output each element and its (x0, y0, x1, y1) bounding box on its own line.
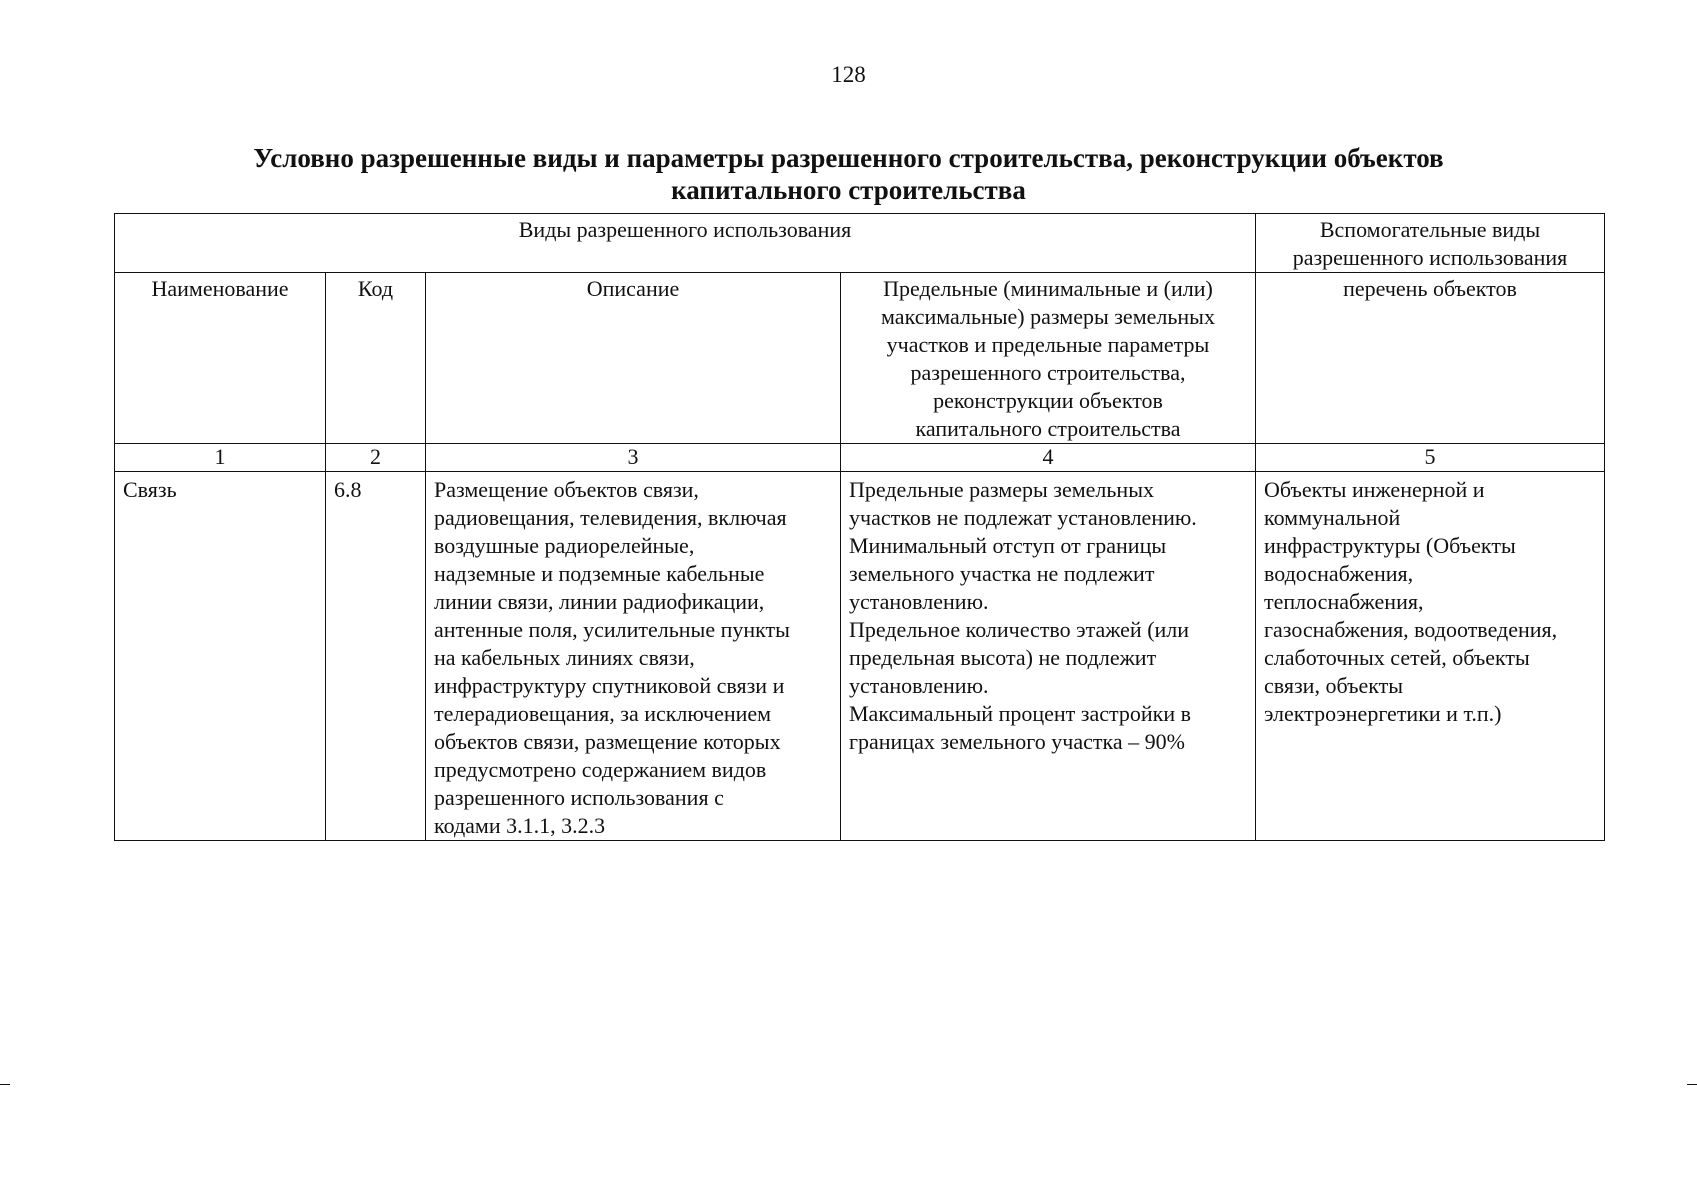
column-number-5: 5 (1256, 444, 1605, 472)
column-number-2: 2 (326, 444, 426, 472)
right-edge-mark (1687, 1084, 1697, 1085)
group-header-auxiliary-uses: Вспомогательные виды разрешенного использования (1256, 214, 1605, 273)
column-number-4: 4 (841, 444, 1256, 472)
header-parameters: Предельные (минимальные и (или) максимальные) размеры земельных участков и предельные параметры разрешенного строительства, реконструкции объектов капитального строительства (841, 273, 1256, 444)
permitted-uses-table (114, 213, 1605, 841)
cell-parameters: Предельные размеры земельных участков не подлежат установлению. Минимальный отступ от границы земельного участка не подлежит установлению. Предельное количество этажей (или предельная высота) не подлежит установлению. Максимальный процент застройки в границах земельного участка – 90% (841, 472, 1256, 841)
column-number-1: 1 (115, 444, 326, 472)
left-edge-mark (0, 1084, 10, 1085)
header-objects-list: перечень объектов (1256, 273, 1605, 444)
document-title (0, 142, 1697, 206)
cell-description: Размещение объектов связи, радиовещания, телевидения, включая воздушные радиорелейные, надземные и подземные кабельные линии связи, линии радиофикации, антенные поля, усилительные пункты на кабельных линиях связи, инфраструктуру спутниковой связи и телерадиовещания, за исключением объектов связи, размещение которых предусмотрено содержанием видов разрешенного использования с кодами 3.1.1, 3.2.3 (426, 472, 841, 841)
header-code: Код (326, 273, 426, 444)
cell-objects: Объекты инженерной и коммунальной инфраструктуры (Объекты водоснабжения, теплоснабжения, газоснабжения, водоотведения, слаботочных сетей, объекты связи, объекты электроэнергетики и т.п.) (1256, 472, 1605, 841)
header-description: Описание (426, 273, 841, 444)
document-title-line-2: капитального строительства (671, 175, 1026, 205)
cell-name: Связь (115, 472, 326, 841)
cell-code: 6.8 (326, 472, 426, 841)
group-header-row (115, 214, 1605, 273)
table-row (115, 472, 1605, 841)
column-header-row (115, 273, 1605, 444)
page-number: 128 (831, 62, 866, 87)
document-title-line-1: Условно разрешенные виды и параметры разрешенного строительства, реконструкции объектов (253, 143, 1444, 173)
column-number-3: 3 (426, 444, 841, 472)
column-number-row (115, 444, 1605, 472)
group-header-permitted-uses: Виды разрешенного использования (115, 214, 1256, 273)
header-name: Наименование (115, 273, 326, 444)
